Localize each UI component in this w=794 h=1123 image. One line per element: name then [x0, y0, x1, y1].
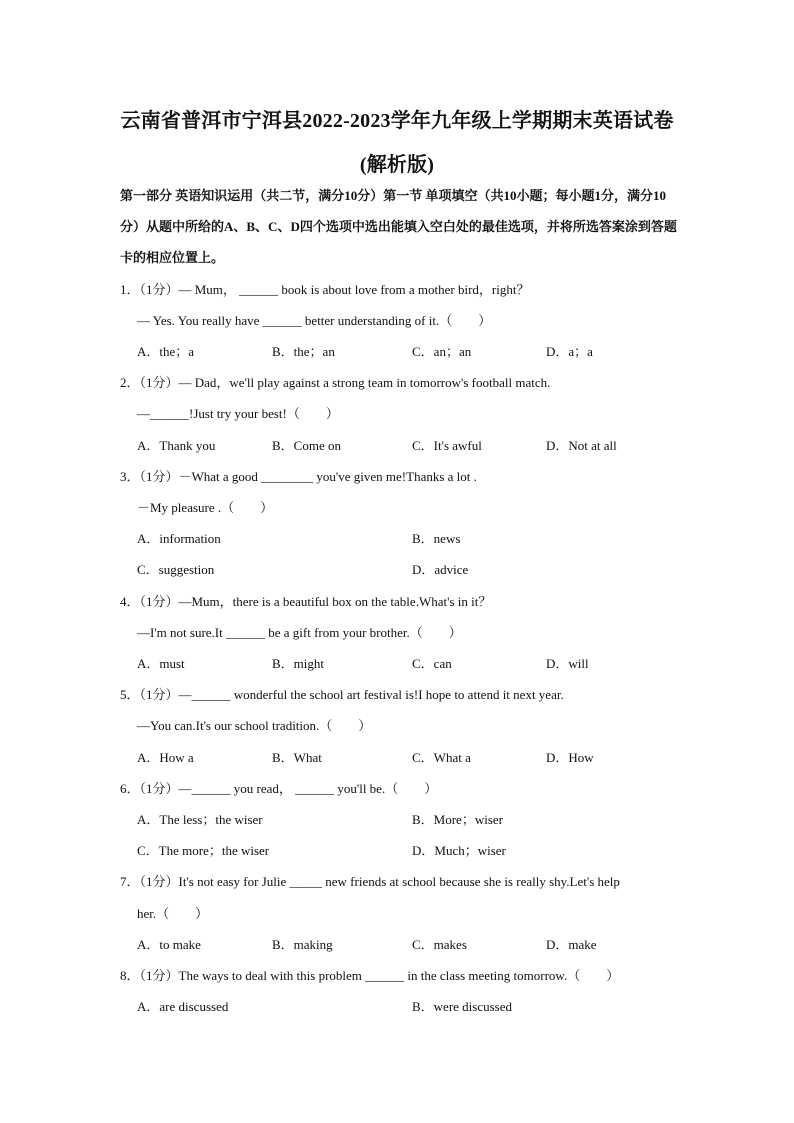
question-5-option-d: D．How — [546, 750, 594, 765]
question-5-option-c: C．What a — [412, 750, 471, 765]
question-1-stem: 1．（1分）— Mum， ______ book is about love from a mother bird，right？ — [120, 282, 530, 297]
question-4-option-a: A．must — [137, 656, 185, 671]
question-1-reply: — Yes. You really have ______ better understanding of it.（ ） — [137, 313, 492, 328]
question-7-option-b: B．making — [272, 937, 333, 952]
question-5-stem: 5．（1分）—______ wonderful the school art festival is!I hope to attend it next year. — [120, 687, 564, 702]
question-2-option-d: D．Not at all — [546, 438, 617, 453]
question-7-option-d: D．make — [546, 937, 597, 952]
question-2-option-a: A．Thank you — [137, 438, 216, 453]
question-1-option-d: D．a；a — [546, 344, 593, 359]
question-8-option-a: A．are discussed — [137, 999, 229, 1014]
question-7-option-a: A．to make — [137, 937, 201, 952]
question-3-option-d: D．advice — [412, 562, 469, 577]
question-4-option-b: B．might — [272, 656, 325, 671]
question-4-stem: 4．（1分）—Mum，there is a beautiful box on the table.What's in it？ — [120, 594, 492, 609]
question-2-stem: 2．（1分）— Dad，we'll play against a strong team in tomorrow's football match. — [120, 375, 551, 390]
question-4-option-c: C．can — [412, 656, 452, 671]
question-5-option-b: B．What — [272, 750, 322, 765]
question-7-option-c: C．makes — [412, 937, 467, 952]
question-1-option-a: A．the；a — [137, 344, 195, 359]
page-title: 云南省普洱市宁洱县2022-2023学年九年级上学期期末英语试卷 — [120, 110, 674, 132]
question-8-stem: 8．（1分）The ways to deal with this problem ______ in the class meeting tomorrow.（ ） — [120, 968, 620, 983]
page-subtitle: (解析版) — [359, 154, 435, 176]
question-2-reply: —______!Just try your best!（ ） — [137, 406, 339, 421]
question-4-reply: —I'm not sure.It ______ be a gift from your brother.（ ） — [137, 625, 462, 640]
question-1-option-b: B．the；an — [272, 344, 335, 359]
question-2-option-b: B．Come on — [272, 438, 341, 453]
question-6-stem: 6．（1分）—______ you read， ______ you'll be.（ ） — [120, 781, 438, 796]
question-3-option-a: A．information — [137, 531, 221, 546]
question-1-option-c: C．an；an — [412, 344, 472, 359]
question-7-stem-cont: her.（ ） — [137, 906, 209, 921]
question-5-reply: —You can.It's our school tradition.（ ） — [137, 718, 372, 733]
question-6-option-b: B．More；wiser — [412, 812, 503, 827]
question-7-stem: 7．（1分）It's not easy for Julie _____ new friends at school because she is really shy.Let's help — [120, 874, 620, 889]
question-4-option-d: D．will — [546, 656, 589, 671]
question-3-reply: －My pleasure .（ ） — [137, 500, 274, 515]
question-6-option-a: A．The less；the wiser — [137, 812, 263, 827]
question-5-option-a: A．How a — [137, 750, 194, 765]
question-2-option-c: C．It's awful — [412, 438, 482, 453]
question-3-option-c: C．suggestion — [137, 562, 215, 577]
question-3-stem: 3．（1分）－What a good ________ you've given me!Thanks a lot . — [120, 469, 477, 484]
section-instructions: 第一部分 英语知识运用（共二节，满分10分）第一节 单项填空（共10小题；每小题1分，满分10分）从题中所给的A、B、C、D四个选项中选出能填入空白处的最佳选项，并将所选答案涂到答题卡的相应位置上。 — [120, 188, 677, 265]
question-6-option-d: D．Much；wiser — [412, 843, 506, 858]
question-3-option-b: B．news — [412, 531, 461, 546]
question-6-option-c: C．The more；the wiser — [137, 843, 270, 858]
question-8-option-b: B．were discussed — [412, 999, 513, 1014]
